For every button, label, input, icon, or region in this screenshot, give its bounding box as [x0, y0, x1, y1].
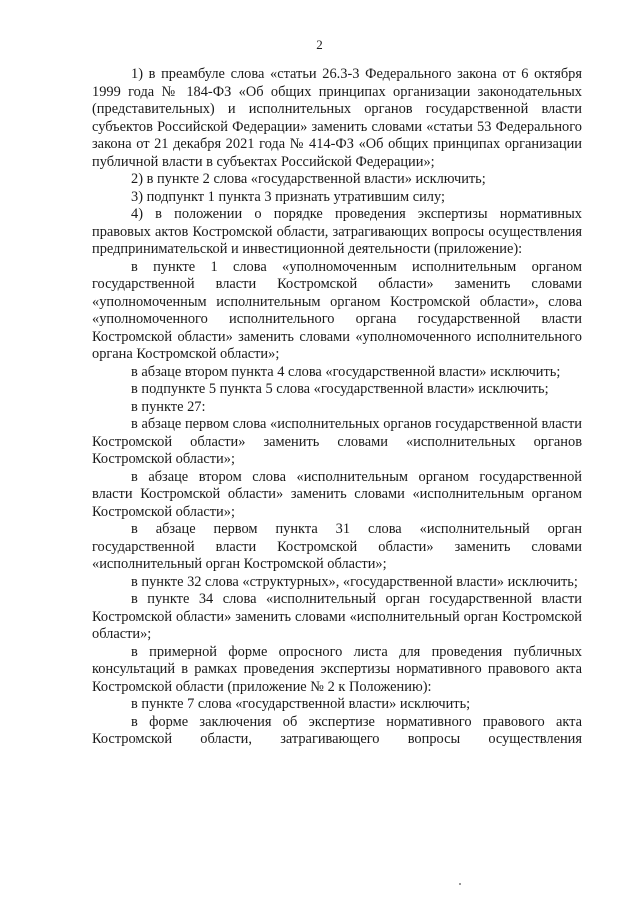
paragraph-6: в абзаце втором пункта 4 слова «государственной власти» исключить; [131, 363, 561, 380]
paragraph-2: 2) в пункте 2 слова «государственной власти» исключить; [131, 171, 486, 187]
paragraph-13: в пункте 34 слова «исполнительный орган государственной власти Костромской области» заменить словами «исполнительный орган Костромской области»; [92, 591, 582, 642]
paragraph-15: в пункте 7 слова «государственной власти» исключить; [131, 696, 471, 712]
page-number: 2 [316, 37, 323, 52]
paragraph-12: в пункте 32 слова «структурных», «государственной власти» исключить; [131, 573, 578, 590]
paragraph-11: в абзаце первом пункта 31 слова «исполнительный орган государственной власти Костромской области» заменить словами «исполнительный орган Костромской области»; [92, 521, 582, 572]
paragraph-16: в форме заключения об экспертизе нормативного правового акта Костромской области, затрагивающего вопросы осуществления [92, 713, 582, 747]
paragraph-3: 3) подпункт 1 пункта 3 признать утратившим силу; [131, 188, 445, 205]
paragraph-1: 1) в преамбуле слова «статьи 26.3-3 Федерального закона от 6 октября 1999 года № 184-ФЗ «Об общих принципах организации законодательных (представительных) и исполнительных органов государственной власти субъектов Российской Федерации» заменить словами «статьи 53 Федерального закона от 21 декабря 2021 года № 414-ФЗ «Об общих принципах организации публичной власти в субъектах Российской Федерации»; [92, 66, 582, 170]
paragraph-9: в абзаце первом слова «исполнительных органов государственной власти Костромской области» заменить словами «исполнительных органов Костромской области»; [92, 416, 582, 467]
paragraph-5: в пункте 1 слова «уполномоченным исполнительным органом государственной власти Костромской области» заменить словами «уполномоченным исполнительным органом Костромской области», слова «уполномоченного исполнительного органа государственной власти Костромской области» заменить словами «уполномоченного исполнительного органа Костромской области»; [92, 258, 582, 362]
scan-speck [459, 883, 461, 885]
paragraph-14: в примерной форме опросного листа для проведения публичных консультаций в рамках проведения экспертизы нормативного правового акта Костромской области (приложение № 2 к Положению): [92, 643, 582, 695]
paragraph-4: 4) в положении о порядке проведения экспертизы нормативных правовых актов Костромской области, затрагивающих вопросы осуществления предпринимательской и инвестиционной деятельности (приложение): [92, 206, 582, 257]
paragraph-10: в абзаце втором слова «исполнительным органом государственной власти Костромской области» заменить словами «исполнительным органом Костромской области»; [92, 468, 582, 520]
document-body [92, 66, 582, 749]
paragraph-8: в пункте 27: [131, 398, 206, 415]
paragraph-7: в подпункте 5 пункта 5 слова «государственной власти» исключить; [131, 381, 549, 397]
